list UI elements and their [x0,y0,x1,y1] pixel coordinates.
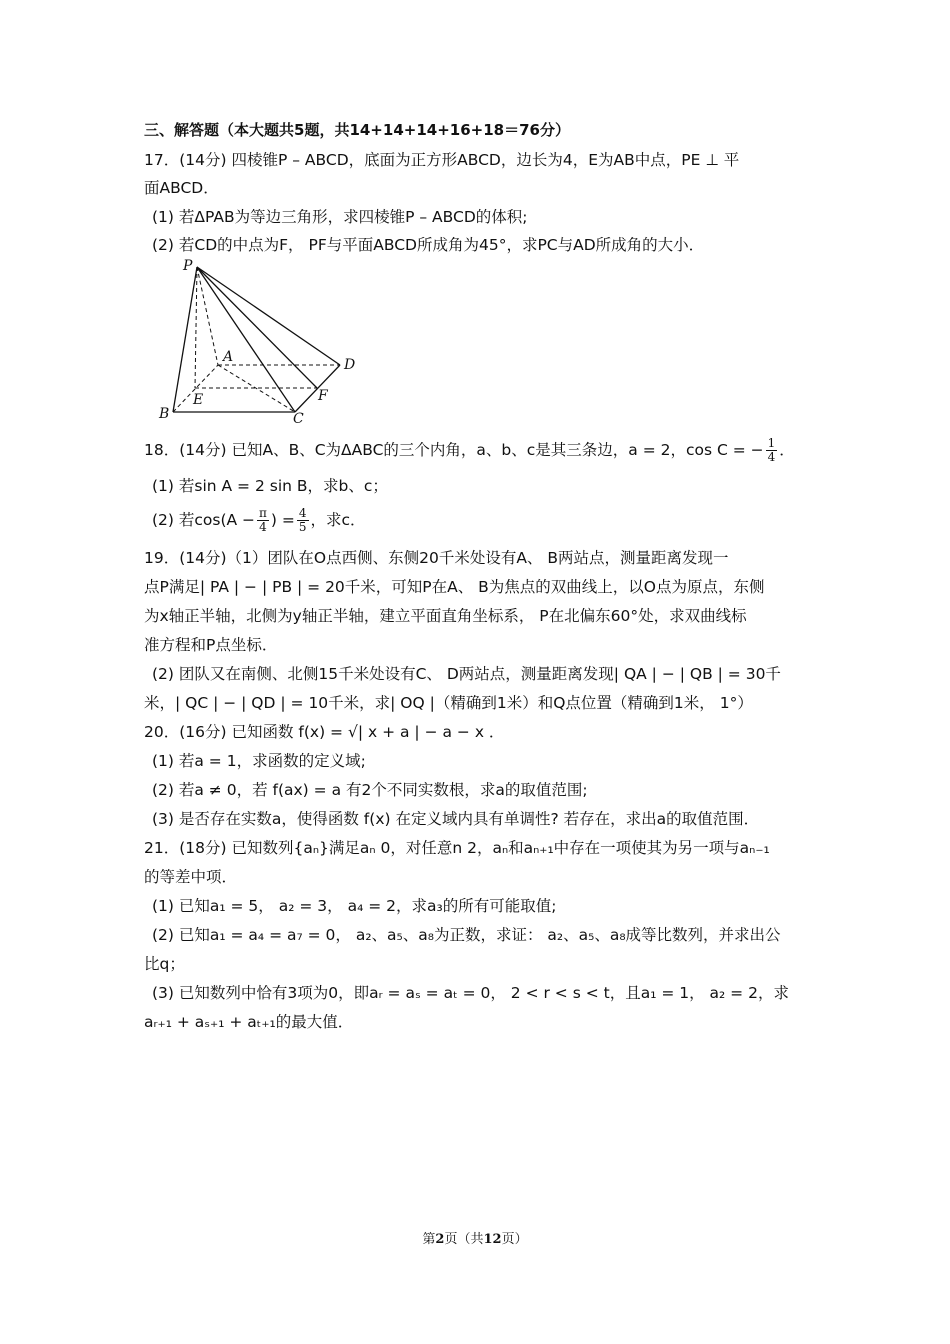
page-number: 2 [435,1232,445,1247]
q21-part2a: (2) 已知a₁ = a₄ = a₇ = 0， a₂、a₅、a₈为正数，求证： a₂、a₅、a₈成等比数列，并求出公 [152,926,781,944]
page-footer: 第2页（共12页） [422,1232,528,1247]
section-title: 三、解答题（本大题共5题，共14+14+14+16+18＝76分） [144,121,570,139]
q17-part2: (2) 若CD的中点为F， PF与平面ABCD所成角为45°，求PC与AD所成角的大小． [152,236,705,254]
q18-line1: 18．(14分) 已知A、B、C为ΔABC的三个内角，a、b、c是其三条边，a = 2，cos C = − $\frac{1}{4}$ ． [144,436,795,464]
label-f: F [318,388,328,404]
q20-part1: (1) 若a = 1，求函数的定义域; [152,752,366,770]
label-p: P [183,258,193,274]
q19-line1: 19．(14分)（1）团队在O点西侧、东侧20千米处设有A、 B两站点，测量距离发现一 [144,549,729,567]
q17-line2: 面ABCD． [144,179,219,197]
label-e: E [193,392,204,408]
q20-part3: (3) 是否存在实数a，使得函数 f(x) 在定义域内具有单调性? 若存在，求出a的取值范围． [152,810,760,828]
q19-line2: 点P满足| PA | − | PB | = 20千米，可知P在A、 B为焦点的双曲线上，以O点为原点，东侧 [144,578,765,596]
edge-pf [197,267,317,388]
q18-text: 18．(14分) 已知A、B、C为ΔABC的三个内角，a、b、c是其三条边，a = 2，cos C = − [144,441,764,459]
q18-part1: (1) 若sin A = 2 sin B，求b、c； [152,477,388,495]
q20-line1: 20．(16分) 已知函数 f(x) = √| x + a | − a − x ． [144,723,505,741]
label-c: C [293,411,304,423]
q17-part1: (1) 若ΔPAB为等边三角形，求四棱锥P – ABCD的体积; [152,208,528,226]
label-d: D [344,357,356,373]
q20-part2: (2) 若a ≠ 0，若 f(ax) = a 有2个不同实数根，求a的取值范围; [152,781,588,799]
page-total: 12 [483,1232,502,1247]
q19-line4: 准方程和P点坐标． [144,636,278,654]
q21-part3b: aᵣ₊₁ + aₛ₊₁ + aₜ₊₁的最大值． [144,1013,354,1031]
edge-pe [195,267,197,388]
q21-part2b: 比q； [144,955,185,973]
label-b: B [159,406,170,422]
q19-line5: (2) 团队又在南侧、北侧15千米处设有C、 D两站点，测量距离发现| QA | − | QB | = 30千 [152,665,781,683]
label-a: A [223,349,234,365]
q21-part1: (1) 已知a₁ = 5， a₂ = 3， a₄ = 2，求a₃的所有可能取值; [152,897,557,915]
q19-line3: 为x轴正半轴，北侧为y轴正半轴，建立平面直角坐标系， P在北偏东60°处，求双曲线标 [144,607,747,625]
q19-line6: 米，| QC | − | QD | = 10千米，求| OQ |（精确到1米）和Q点位置（精确到1米， 1°） [144,694,753,712]
q18-part2: (2) 若cos(A − $\frac{\pi}{4}$ ) = $\frac{4}{5}$ ，求c． [152,506,366,534]
pyramid-figure [155,258,370,423]
edge-ac [218,365,295,412]
q21-line2: 的等差中项． [144,868,238,886]
q21-line1: 21．(18分) 已知数列{aₙ}满足aₙ 0，对任意n 2，aₙ和aₙ₊₁中存在一项使其为另一项与aₙ₋₁ [144,839,770,857]
q18-fraction: $\frac{1}{4}$ [767,436,776,464]
edge-pc [197,267,295,412]
q21-part3a: (3) 已知数列中恰有3项为0，即aᵣ = aₛ = aₜ = 0， 2 < r < s < t，且a₁ = 1， a₂ = 2，求 [152,984,789,1002]
edge-pd [197,267,340,365]
q17-line1: 17．(14分) 四棱锥P – ABCD，底面为正方形ABCD，边长为4，E为AB中点，PE ⊥ 平 [144,151,740,169]
